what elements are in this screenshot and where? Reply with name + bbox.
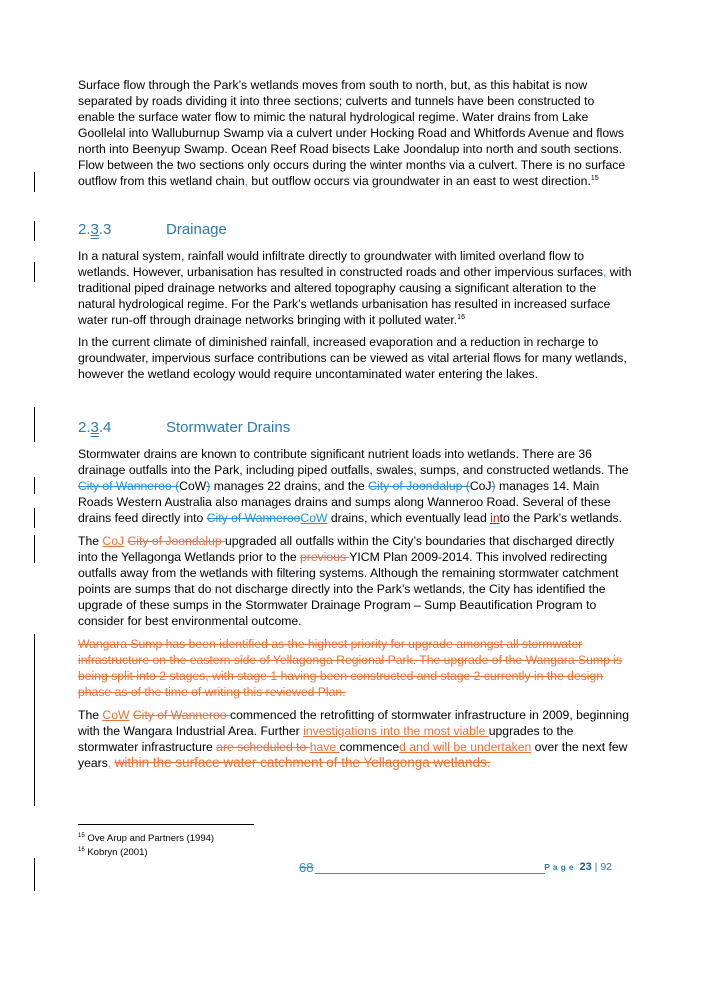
deleted-text: City of Wanneroo ( [78, 479, 180, 493]
change-bar [34, 535, 35, 563]
stormwater-section [78, 446, 633, 771]
stormwater-paragraph-3-deleted [78, 636, 633, 700]
deleted-text: previous [300, 550, 350, 564]
page-footer [299, 860, 632, 876]
deleted-text: City of Joondalup [127, 534, 226, 548]
inserted-text: CoW [102, 708, 130, 722]
deleted-text: ) [491, 479, 496, 493]
section-heading-drainage [78, 221, 227, 239]
stormwater-paragraph-2: The CoJ City of Joondalup upgraded all outfalls within the City’s boundaries that discharged directly into the Yellagonga Wetlands prior to the previous YICM Plan 2009-2014. This involved redirecting outfalls away from the wetlands with filtering systems. Although the remaining stormwater catchment points are sumps that do not discharge directly into the Park’s wetlands, the City has identified the upgrade of these sumps in the Stormwater Drainage Program – Sump Beautification Program to consider for best environmental outcome. [78, 534, 619, 628]
inserted-text: in [490, 511, 500, 525]
deleted-text: ) [206, 479, 211, 493]
stormwater-paragraph-4: The CoW City of Wanneroo commenced the retrofitting of stormwater infrastructure in 2009, beginning with the Wangara Industrial Area. Further investigations into the most viable upgrades to the stormwater infrastructure are scheduled to have commenced and will be undertaken over the next few years, within the surface water catchment of the Yellagonga wetlands. [78, 708, 629, 770]
deleted-text: City of Wanneroo [132, 708, 230, 722]
change-bar [34, 172, 35, 192]
heading-title: Drainage [166, 221, 227, 238]
drainage-section [78, 248, 633, 382]
deleted-text: Wangara Sump has been identified as the highest priority for upgrade amongst all stormwater infrastructure on the eastern side of Yellagonga Regional Park. The upgrade of the Wangara Sump is being split into 2 stages, with stage 1 having been constructed and stage 2 currently in the design phase as of the time of writing this reviewed Plan. [78, 637, 623, 699]
footnote-ref[interactable]: 16 [457, 313, 465, 321]
inserted-text: CoJ [102, 534, 125, 548]
drainage-paragraph-2: In the current climate of diminished rainfall, increased evaporation and a reduction in recharge to groundwater, impervious surface contributions can be viewed as vital arterial flows for many wetlands, however the wetland ecology would require uncontaminated water entering the lakes. [78, 335, 627, 381]
deleted-text: within the surface water catchment of the Yellagonga wetlands. [114, 755, 491, 770]
footnote: $^{16}$ Kobryn (2001) [78, 846, 148, 858]
inserted-comma: , [603, 265, 607, 279]
change-bar [34, 262, 35, 282]
drainage-paragraph-1: In a natural system, rainfall would infiltrate directly to groundwater with limited overland flow to wetlands. However, urbanisation has resulted in constructed roads and other impervious surfaces, with traditional piped drainage networks and altered topography causing a significant alteration to the natural hydrological regime. For the Park’s wetlands urbanisation has resulted in increased surface water run-off through drainage networks bringing with it polluted water.$^{16}$ [78, 249, 632, 327]
change-bar [34, 477, 35, 494]
change-bar [34, 221, 35, 241]
change-bar [34, 407, 35, 442]
deleted-page-number: 68 [299, 860, 314, 875]
footer-rule [315, 873, 545, 874]
stormwater-paragraph-1: Stormwater drains are known to contribute significant nutrient loads into wetlands. There are 36 drainage outfalls into the Park, including piped outfalls, swales, sumps, and constructed wetlands. The City of Wanneroo (CoW) manages 22 drains, and the City of Joondalup (CoJ) manages 14. Main Roads Western Australia also manages drains and sumps along Wanneroo Road. Several of these drains feed directly into City of WannerooCoW drains, which eventually lead into the Park’s wetlands. [78, 447, 629, 525]
inserted-text: investigations into the most viable [303, 724, 489, 738]
footnote: $^{15}$ Ove Arup and Partners (1994) [78, 832, 215, 844]
inserted-text: , [107, 756, 112, 770]
footnote-separator [78, 824, 254, 825]
inserted-text: CoW [300, 511, 328, 525]
deleted-text: City of Wanneroo [206, 511, 301, 525]
footnote-ref[interactable]: 15 [590, 174, 599, 182]
intro-paragraph [78, 77, 633, 189]
intro-text-end: but outflow occurs via groundwater in an east to west direction. [248, 174, 591, 188]
intro-text: Surface flow through the Park’s wetlands moves from south to north, but, as this habitat is now separated by roads dividing it into three sections; culverts and tunnels have been constructed to enable the surface water flow to mimic the natural hydrological regime. Water drains from Lake Goollelal into Walluburnup Swamp via a culvert under Hocking Road and Whitfords Avenue and flows north into Beenyup Swamp. Ocean Reef Road bisects Lake Joondalup into north and south sections. Flow between the two sections only occurs during the winter months via a culvert. There is no surface outflow from this wetland chain [78, 78, 626, 188]
heading-title: Stormwater Drains [166, 419, 291, 436]
change-bar [34, 508, 35, 528]
inserted-text: have [309, 740, 340, 754]
change-bar [34, 858, 35, 891]
heading-number: 2.3.4 [78, 419, 112, 436]
page-number: Page 23 | 92 [544, 861, 612, 873]
section-heading-stormwater [78, 419, 290, 437]
change-bar [34, 634, 35, 806]
deleted-text: are scheduled to [216, 740, 310, 754]
inserted-comma: , [244, 174, 249, 188]
inserted-text: d and will be undertaken [399, 740, 532, 754]
deleted-text: City of Joondalup ( [368, 479, 470, 493]
heading-number: 2.3.3 [78, 221, 112, 238]
intro-section [78, 77, 633, 189]
